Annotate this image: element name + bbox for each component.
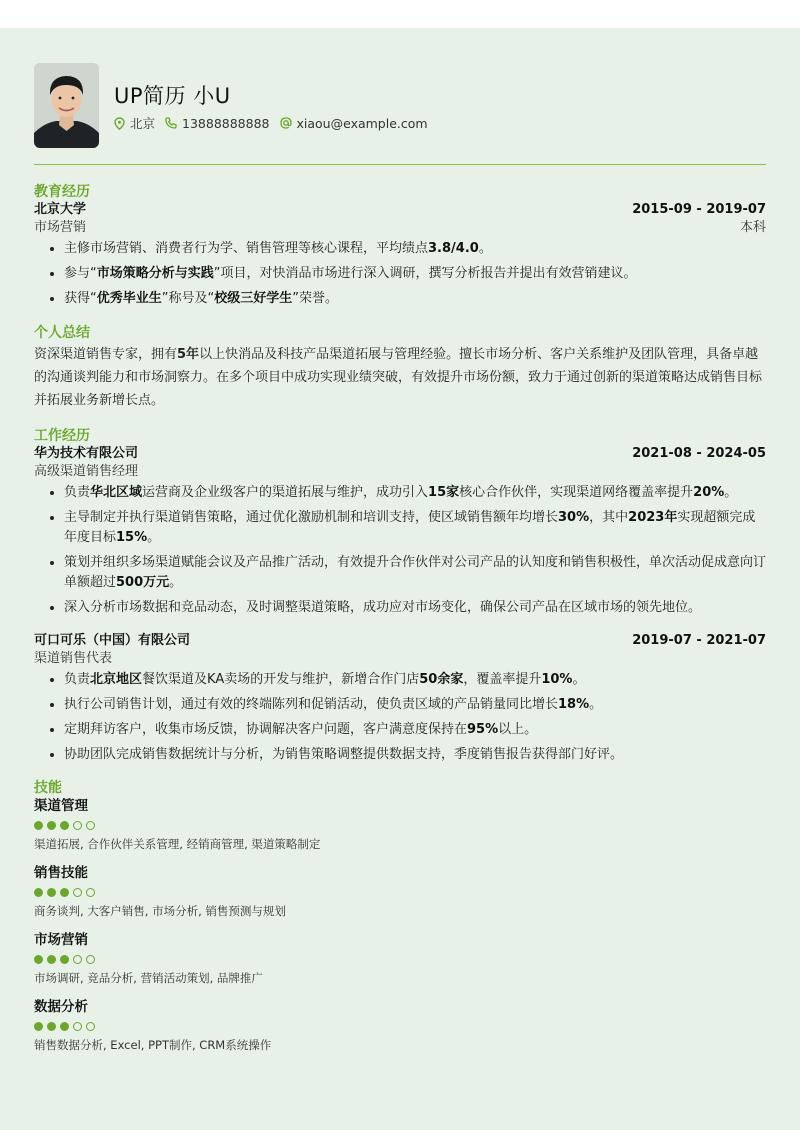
skill-detail: 渠道拓展, 合作伙伴关系管理, 经销商管理, 渠道策略制定 <box>34 837 321 851</box>
body-text: 。 <box>724 485 738 500</box>
skill-dot-filled <box>47 1022 56 1031</box>
emphasis-text: 95% <box>467 722 499 737</box>
phone-text: 13888888888 <box>182 115 270 131</box>
emphasis-text: 5年 <box>177 347 200 362</box>
at-icon <box>280 117 292 129</box>
job-period: 2019-07 - 2021-07 <box>632 633 766 648</box>
education-degree: 本科 <box>739 220 766 235</box>
job-entry <box>34 445 766 618</box>
skill-name: 销售技能 <box>34 865 88 881</box>
education-major: 市场营销 <box>34 220 87 235</box>
emphasis-text: 30% <box>558 510 590 525</box>
body-text: 餐饮渠道及KA卖场的开发与维护，新增合作门店 <box>142 672 420 687</box>
skill-level <box>34 955 766 964</box>
emphasis-text: 500万元 <box>116 575 170 590</box>
body-text: 。 <box>572 672 586 687</box>
emphasis-text: 18% <box>558 697 590 712</box>
body-text: ，覆盖率提升 <box>463 672 542 687</box>
resume-header <box>34 28 766 165</box>
body-text: 参与“ <box>64 266 97 281</box>
emphasis-text: 优秀毕业生 <box>96 291 162 306</box>
job-bullets <box>34 483 766 618</box>
body-text: 以上快消品及科技产品渠道拓展与管理经验。擅长市场分析、客户关系维护及团队管理，具备卓越的沟通谈判能力和市场洞察力。在多个项目中成功实现业绩突破，有效提升市场份额，致力于通过创新的渠道策略达成销售目标并拓展业务新增长点。 <box>34 347 763 408</box>
body-text: 运营商及企业级客户的渠道拓展与维护，成功引入 <box>142 485 429 500</box>
skill-dot-filled <box>47 888 56 897</box>
skill-level <box>34 821 766 830</box>
summary-title: 个人总结 <box>34 325 90 341</box>
bullet-item <box>64 508 766 548</box>
skill-dot-filled <box>47 955 56 964</box>
skills-title: 技能 <box>34 780 62 796</box>
skill-item <box>34 931 766 986</box>
body-text: 核心合作伙伴，实现渠道网络覆盖率提升 <box>459 485 694 500</box>
skill-dot-empty <box>73 955 82 964</box>
skill-dot-filled <box>60 1022 69 1031</box>
body-text: 策划并组织多场渠道赋能会议及产品推广活动，有效提升合作伙伴对公司产品的认知度和销售积极性，单次活动促成意向订单额超过 <box>64 555 767 590</box>
resume-page <box>34 28 766 1053</box>
skill-detail: 市场调研, 竞品分析, 营销活动策划, 品牌推广 <box>34 971 263 985</box>
emphasis-text: 市场策略分析与实践 <box>96 266 214 281</box>
body-text: 以上。 <box>498 722 538 737</box>
email-text: xiaou@example.com <box>296 115 428 131</box>
location-text: 北京 <box>130 116 156 131</box>
job-role: 高级渠道销售经理 <box>34 464 139 479</box>
body-text: ”项目，对快消品市场进行深入调研，撰写分析报告并提出有效营销建议。 <box>213 266 637 281</box>
bullet-item <box>64 598 766 618</box>
skill-dot-filled <box>34 888 43 897</box>
body-text: 定期拜访客户，收集市场反馈，协调解决客户问题，客户满意度保持在 <box>64 722 468 737</box>
skill-item <box>34 864 766 919</box>
skills-section <box>34 779 766 1053</box>
skill-detail: 商务谈判, 大客户销售, 市场分析, 销售预测与规划 <box>34 904 286 918</box>
location-pin-icon <box>114 117 125 130</box>
skill-name: 数据分析 <box>34 999 88 1015</box>
body-text: 负责 <box>64 485 91 500</box>
body-text: 获得“ <box>64 291 97 306</box>
education-title: 教育经历 <box>34 184 90 200</box>
skill-level <box>34 888 766 897</box>
skill-dot-empty <box>86 1022 95 1031</box>
skill-dot-filled <box>60 888 69 897</box>
candidate-name: UP简历 小U <box>114 84 231 108</box>
bullet-item <box>64 483 766 503</box>
skill-name: 市场营销 <box>34 932 88 948</box>
skill-level <box>34 1022 766 1031</box>
skill-dot-filled <box>34 1022 43 1031</box>
skill-dot-empty <box>73 821 82 830</box>
body-text: 。 <box>169 575 183 590</box>
skill-dot-empty <box>73 1022 82 1031</box>
skill-dot-filled <box>34 955 43 964</box>
emphasis-text: 校级三好学生 <box>214 291 293 306</box>
contact-phone <box>165 116 269 131</box>
bullet-item <box>64 553 766 593</box>
skill-dot-empty <box>73 888 82 897</box>
body-text: 负责 <box>64 672 91 687</box>
skill-dot-filled <box>60 821 69 830</box>
skill-item <box>34 797 766 852</box>
phone-icon <box>165 117 177 129</box>
bullet-item <box>64 289 766 309</box>
body-text: 实现超额完成年度目标 <box>64 510 756 545</box>
skill-dot-empty <box>86 955 95 964</box>
skill-dot-empty <box>86 888 95 897</box>
emphasis-text: 20% <box>693 485 725 500</box>
body-text: ”称号及“ <box>161 291 215 306</box>
education-bullets <box>34 239 766 309</box>
skill-dot-filled <box>34 821 43 830</box>
contact-info <box>114 114 438 132</box>
emphasis-text: 2023年 <box>628 510 678 525</box>
summary-text <box>34 343 766 412</box>
body-text: 协助团队完成销售数据统计与分析，为销售策略调整提供数据支持，季度销售报告获得部门好评。 <box>64 747 624 762</box>
body-text: 深入分析市场数据和竞品动态，及时调整渠道策略，成功应对市场变化，确保公司产品在区域市场的领先地位。 <box>64 600 702 615</box>
emphasis-text: 50余家 <box>419 672 464 687</box>
body-text: ”荣誉。 <box>292 291 339 306</box>
company-name: 华为技术有限公司 <box>34 446 139 461</box>
top-margin <box>0 0 800 28</box>
school-name: 北京大学 <box>34 202 87 217</box>
skill-item <box>34 998 766 1053</box>
body-text: 。 <box>478 241 492 256</box>
profile-photo <box>34 63 99 148</box>
summary-section <box>34 324 766 412</box>
work-section <box>34 427 766 765</box>
work-title: 工作经历 <box>34 428 90 444</box>
education-section <box>34 183 766 309</box>
education-period: 2015-09 - 2019-07 <box>632 202 766 217</box>
bullet-item <box>64 239 766 259</box>
body-text: 。 <box>589 697 603 712</box>
emphasis-text: 15% <box>116 530 148 545</box>
body-text: 主导制定并执行渠道销售策略，通过优化激励机制和培训支持，使区域销售额年均增长 <box>64 510 559 525</box>
job-role: 渠道销售代表 <box>34 651 113 666</box>
bullet-item <box>64 695 766 715</box>
skill-name: 渠道管理 <box>34 798 88 814</box>
bullet-item <box>64 720 766 740</box>
body-text: 。 <box>147 530 161 545</box>
bullet-item <box>64 745 766 765</box>
skill-dot-filled <box>47 821 56 830</box>
company-name: 可口可乐（中国）有限公司 <box>34 633 191 648</box>
contact-email <box>280 116 428 131</box>
contact-location <box>114 114 155 132</box>
emphasis-text: 北京地区 <box>90 672 143 687</box>
job-entry <box>34 632 766 765</box>
emphasis-text: 10% <box>541 672 573 687</box>
skill-dot-filled <box>60 955 69 964</box>
body-text: 资深渠道销售专家，拥有 <box>34 347 178 362</box>
emphasis-text: 15家 <box>428 485 460 500</box>
job-period: 2021-08 - 2024-05 <box>632 446 766 461</box>
body-text: 执行公司销售计划，通过有效的终端陈列和促销活动，使负责区域的产品销量同比增长 <box>64 697 559 712</box>
body-text: ，其中 <box>589 510 629 525</box>
bullet-item <box>64 670 766 690</box>
emphasis-text: 3.8/4.0 <box>428 241 479 256</box>
skill-detail: 销售数据分析, Excel, PPT制作, CRM系统操作 <box>34 1038 272 1052</box>
job-bullets <box>34 670 766 765</box>
bullet-item <box>64 264 766 284</box>
body-text: 主修市场营销、消费者行为学、销售管理等核心课程，平均绩点 <box>64 241 429 256</box>
emphasis-text: 华北区域 <box>90 485 143 500</box>
skill-dot-empty <box>86 821 95 830</box>
